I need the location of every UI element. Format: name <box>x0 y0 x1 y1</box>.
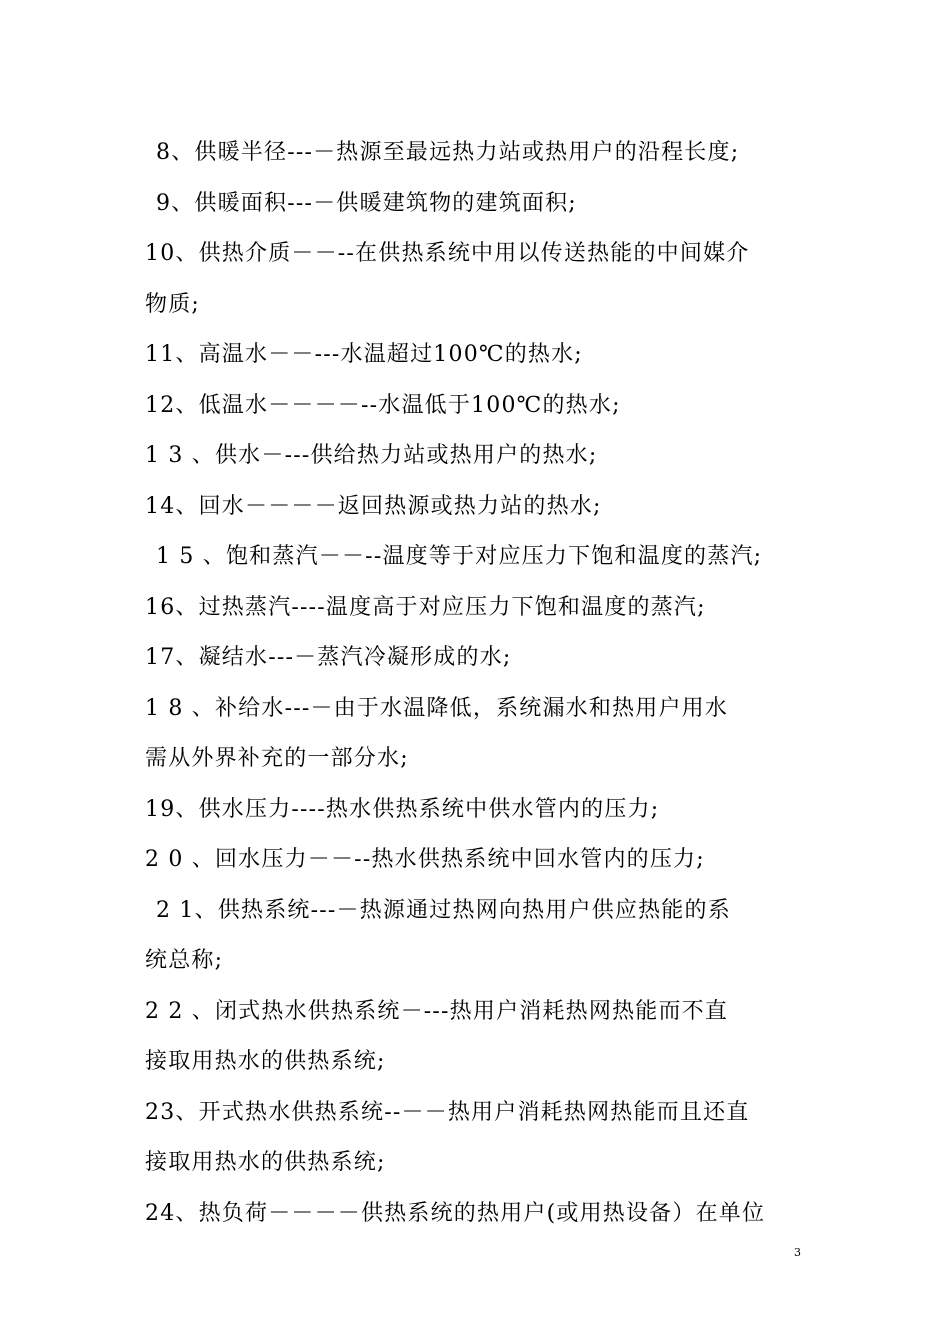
text-line-23: 23、开式热水供热系统--－－热用户消耗热网热能而且还直 <box>145 1099 750 1125</box>
text-line-20: 2 0 、回水压力－－--热水供热系统中回水管内的压力; <box>145 847 705 872</box>
text-line-21: 2 1、供热系统---－热源通过热网向热用户供应热能的系 <box>156 897 731 923</box>
text-line-16: 16、过热蒸汽----温度高于对应压力下饱和温度的蒸汽; <box>145 594 706 620</box>
text-line-9: 9、供暖面积---－供暖建筑物的建筑面积; <box>156 190 577 216</box>
text-line-22-cont: 接取用热水的供热系统; <box>145 1049 386 1074</box>
page-number: 3 <box>794 1246 801 1259</box>
text-line-18-cont: 需从外界补充的一部分水; <box>145 746 409 771</box>
text-line-22: 2 2 、闭式热水供热系统－---热用户消耗热网热能而不直 <box>145 998 729 1024</box>
text-line-21-cont: 统总称; <box>145 948 224 973</box>
text-line-11: 11、高温水－－---水温超过100℃的热水; <box>145 342 583 367</box>
text-line-13: 1 3 、供水－---供给热力站或热用户的热水; <box>145 443 598 468</box>
document-body <box>145 128 815 1239</box>
text-line-10-cont: 物质; <box>145 291 201 317</box>
text-line-12: 12、低温水－－－－--水温低于100℃的热水; <box>145 392 621 418</box>
text-line-24: 24、热负荷－－－－供热系统的热用户(或用热设备）在单位 <box>145 1200 766 1226</box>
text-line-14: 14、回水－－－－返回热源或热力站的热水; <box>145 493 602 519</box>
text-line-8: 8、供暖半径---－热源至最远热力站或热用户的沿程长度; <box>156 140 740 165</box>
text-line-23-cont: 接取用热水的供热系统; <box>145 1150 386 1175</box>
text-line-15: 1 5 、饱和蒸汽－－--温度等于对应压力下饱和温度的蒸汽; <box>156 544 763 569</box>
text-line-19: 19、供水压力----热水供热系统中供水管内的压力; <box>145 796 660 822</box>
text-line-18: 1 8 、补给水---－由于水温降低，系统漏水和热用户用水 <box>145 695 729 721</box>
text-line-17: 17、凝结水---－蒸汽冷凝形成的水; <box>145 645 512 670</box>
text-line-10: 10、供热介质－－--在供热系统中用以传送热能的中间媒介 <box>145 241 750 266</box>
